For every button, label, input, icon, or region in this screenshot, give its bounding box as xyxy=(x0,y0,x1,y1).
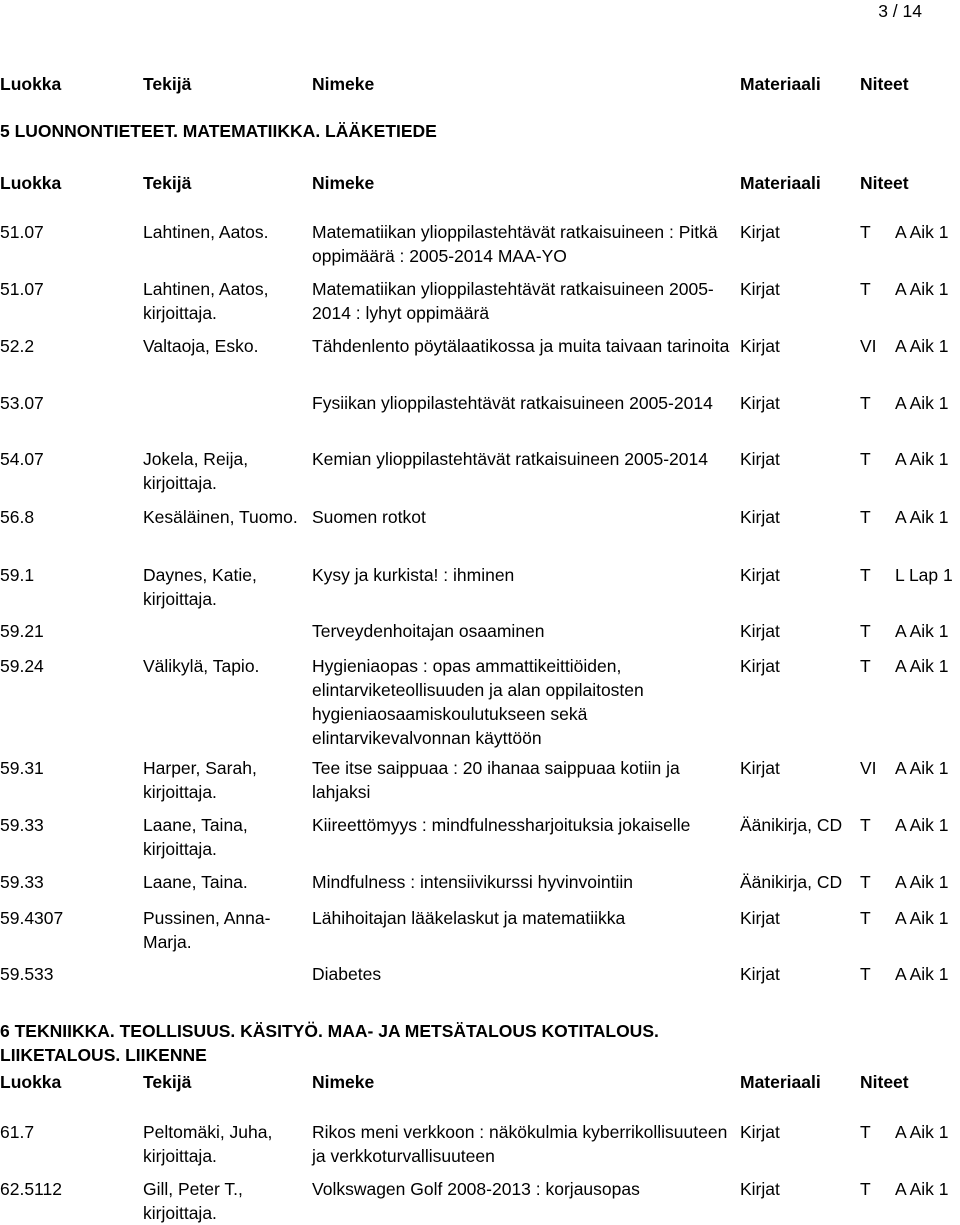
tekija-cell: Välikylä, Tapio. xyxy=(143,656,260,676)
luokka-cell: 59.21 xyxy=(0,621,44,641)
nimeke-cell: Kemian ylioppilastehtävät ratkaisuineen 2005-2014 xyxy=(312,449,708,469)
t-cell: T xyxy=(860,393,871,413)
header-materiaali: Materiaali xyxy=(740,74,821,94)
aik-cell: A Aik 1 xyxy=(895,222,949,242)
t-cell: T xyxy=(860,656,871,676)
materiaali-cell: Kirjat xyxy=(740,621,780,641)
nimeke-cell: Fysiikan ylioppilastehtävät ratkaisuineen 2005-2014 xyxy=(312,393,713,413)
nimeke-cell: Kiireettömyys : mindfulnessharjoituksia jokaiselle xyxy=(312,815,691,835)
header-niteet: Niteet xyxy=(860,173,909,193)
tekija-cell: Lahtinen, Aatos. xyxy=(143,222,269,242)
aik-cell: A Aik 1 xyxy=(895,656,949,676)
aik-cell: A Aik 1 xyxy=(895,621,949,641)
aik-cell: A Aik 1 xyxy=(895,1122,949,1142)
luokka-cell: 59.24 xyxy=(0,656,44,676)
section-title: 6 TEKNIIKKA. TEOLLISUUS. KÄSITYÖ. MAA- JA METSÄTALOUS KOTITALOUS. LIIKETALOUS. LIIKENNE xyxy=(0,1021,659,1065)
luokka-cell: 51.07 xyxy=(0,222,44,242)
materiaali-cell: Kirjat xyxy=(740,758,780,778)
materiaali-cell: Kirjat xyxy=(740,393,780,413)
t-cell: T xyxy=(860,1179,871,1199)
luokka-cell: 59.31 xyxy=(0,758,44,778)
t-cell: T xyxy=(860,964,871,984)
luokka-cell: 59.533 xyxy=(0,964,54,984)
luokka-cell: 59.33 xyxy=(0,815,44,835)
t-cell: T xyxy=(860,872,871,892)
nimeke-cell: Tee itse saippuaa : 20 ihanaa saippuaa kotiin ja lahjaksi xyxy=(312,758,680,802)
luokka-cell: 61.7 xyxy=(0,1122,35,1142)
t-cell: T xyxy=(860,449,871,469)
header-nimeke: Nimeke xyxy=(312,1072,375,1092)
aik-cell: A Aik 1 xyxy=(895,1179,949,1199)
t-cell: VI xyxy=(860,336,877,356)
tekija-cell: Kesäläinen, Tuomo. xyxy=(143,507,298,527)
t-cell: T xyxy=(860,222,871,242)
header-luokka: Luokka xyxy=(0,173,62,193)
nimeke-cell: Volkswagen Golf 2008-2013 : korjausopas xyxy=(312,1179,640,1199)
t-cell: T xyxy=(860,507,871,527)
materiaali-cell: Kirjat xyxy=(740,964,780,984)
luokka-cell: 62.5112 xyxy=(0,1179,62,1199)
luokka-cell: 54.07 xyxy=(0,449,44,469)
header-tekija: Tekijä xyxy=(143,74,192,94)
tekija-cell: Jokela, Reija, kirjoittaja. xyxy=(143,449,249,493)
header-nimeke: Nimeke xyxy=(312,74,375,94)
tekija-cell: Laane, Taina, kirjoittaja. xyxy=(143,815,248,859)
materiaali-cell: Kirjat xyxy=(740,279,780,299)
nimeke-cell: Matematiikan ylioppilastehtävät ratkaisuineen 2005-2014 : lyhyt oppimäärä xyxy=(312,279,714,323)
header-luokka: Luokka xyxy=(0,74,62,94)
luokka-cell: 59.1 xyxy=(0,565,35,585)
tekija-cell: Gill, Peter T., kirjoittaja. xyxy=(143,1179,243,1223)
tekija-cell: Daynes, Katie, kirjoittaja. xyxy=(143,565,257,609)
nimeke-cell: Lähihoitajan lääkelaskut ja matematiikka xyxy=(312,908,626,928)
tekija-cell: Lahtinen, Aatos, kirjoittaja. xyxy=(143,279,269,323)
header-nimeke: Nimeke xyxy=(312,173,375,193)
aik-cell: A Aik 1 xyxy=(895,908,949,928)
aik-cell: L Lap 1 xyxy=(895,565,953,585)
luokka-cell: 56.8 xyxy=(0,507,35,527)
nimeke-cell: Hygieniaopas : opas ammattikeittiöiden, elintarviketeollisuuden ja alan oppilaitosten hygieniaosaamiskoulutukseen sekä elintarvikevalvonnan käyttöön xyxy=(312,656,644,748)
materiaali-cell: Äänikirja, CD xyxy=(740,872,843,892)
tekija-cell: Valtaoja, Esko. xyxy=(143,336,259,356)
nimeke-cell: Terveydenhoitajan osaaminen xyxy=(312,621,545,641)
aik-cell: A Aik 1 xyxy=(895,815,949,835)
header-niteet: Niteet xyxy=(860,1072,909,1092)
aik-cell: A Aik 1 xyxy=(895,872,949,892)
materiaali-cell: Kirjat xyxy=(740,222,780,242)
header-materiaali: Materiaali xyxy=(740,173,821,193)
t-cell: VI xyxy=(860,758,877,778)
header-materiaali: Materiaali xyxy=(740,1072,821,1092)
t-cell: T xyxy=(860,908,871,928)
header-tekija: Tekijä xyxy=(143,173,192,193)
nimeke-cell: Diabetes xyxy=(312,964,382,984)
materiaali-cell: Kirjat xyxy=(740,1179,780,1199)
aik-cell: A Aik 1 xyxy=(895,336,949,356)
nimeke-cell: Tähdenlento pöytälaatikossa ja muita taivaan tarinoita xyxy=(312,336,730,356)
section-title: 5 LUONNONTIETEET. MATEMATIIKKA. LÄÄKETIEDE xyxy=(0,121,437,141)
materiaali-cell: Kirjat xyxy=(740,656,780,676)
tekija-cell: Harper, Sarah, kirjoittaja. xyxy=(143,758,257,802)
nimeke-cell: Kysy ja kurkista! : ihminen xyxy=(312,565,515,585)
materiaali-cell: Kirjat xyxy=(740,908,780,928)
aik-cell: A Aik 1 xyxy=(895,393,949,413)
t-cell: T xyxy=(860,1122,871,1142)
materiaali-cell: Kirjat xyxy=(740,565,780,585)
materiaali-cell: Äänikirja, CD xyxy=(740,815,843,835)
tekija-cell: Pussinen, Anna-Marja. xyxy=(143,908,271,952)
materiaali-cell: Kirjat xyxy=(740,507,780,527)
header-niteet: Niteet xyxy=(860,74,909,94)
aik-cell: A Aik 1 xyxy=(895,449,949,469)
t-cell: T xyxy=(860,815,871,835)
tekija-cell: Peltomäki, Juha, kirjoittaja. xyxy=(143,1122,273,1166)
nimeke-cell: Mindfulness : intensiivikurssi hyvinvointiin xyxy=(312,872,633,892)
nimeke-cell: Matematiikan ylioppilastehtävät ratkaisuineen : Pitkä oppimäärä : 2005-2014 MAA-YO xyxy=(312,222,718,266)
nimeke-cell: Suomen rotkot xyxy=(312,507,426,527)
header-tekija: Tekijä xyxy=(143,1072,192,1092)
tekija-cell: Laane, Taina. xyxy=(143,872,248,892)
aik-cell: A Aik 1 xyxy=(895,507,949,527)
luokka-cell: 52.2 xyxy=(0,336,35,356)
materiaali-cell: Kirjat xyxy=(740,449,780,469)
materiaali-cell: Kirjat xyxy=(740,1122,780,1142)
aik-cell: A Aik 1 xyxy=(895,758,949,778)
t-cell: T xyxy=(860,279,871,299)
t-cell: T xyxy=(860,565,871,585)
aik-cell: A Aik 1 xyxy=(895,964,949,984)
header-luokka: Luokka xyxy=(0,1072,62,1092)
luokka-cell: 59.4307 xyxy=(0,908,64,928)
materiaali-cell: Kirjat xyxy=(740,336,780,356)
t-cell: T xyxy=(860,621,871,641)
luokka-cell: 51.07 xyxy=(0,279,44,299)
luokka-cell: 59.33 xyxy=(0,872,44,892)
luokka-cell: 53.07 xyxy=(0,393,44,413)
nimeke-cell: Rikos meni verkkoon : näkökulmia kyberrikollisuuteen ja verkkoturvallisuuteen xyxy=(312,1122,728,1166)
aik-cell: A Aik 1 xyxy=(895,279,949,299)
page-number: 3 / 14 xyxy=(878,1,922,21)
